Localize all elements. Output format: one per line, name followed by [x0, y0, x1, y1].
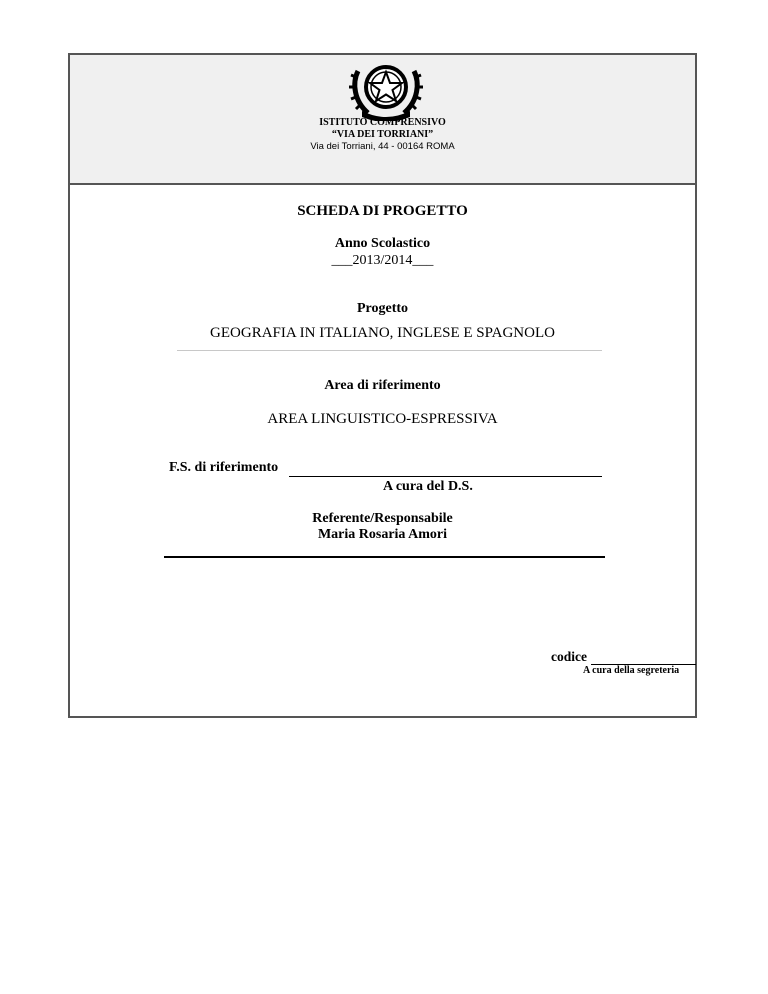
school-year-value: ___2013/2014___	[331, 253, 434, 268]
referent-rule	[164, 556, 605, 558]
school-address: Via dei Torriani, 44 - 00164 ROMA	[310, 141, 455, 152]
project-form	[68, 53, 697, 718]
project-underline	[177, 350, 602, 351]
area-value: AREA LINGUISTICO-ESPRESSIVA	[267, 411, 498, 427]
school-name-line2: “VIA DEI TORRIANI”	[331, 129, 434, 140]
fs-label: F.S. di riferimento	[169, 460, 279, 475]
project-label: Progetto	[356, 301, 409, 316]
school-name-line1: ISTITUTO COMPRENSIVO	[319, 117, 446, 128]
fs-note: A cura del D.S.	[383, 479, 473, 494]
school-header	[70, 55, 695, 185]
code-label: codice	[551, 649, 587, 664]
code-note: A cura della segreteria	[583, 665, 680, 676]
area-label: Area di riferimento	[324, 378, 441, 393]
project-value: GEOGRAFIA IN ITALIANO, INGLESE E SPAGNOLO	[210, 325, 555, 341]
form-title: SCHEDA DI PROGETTO	[297, 203, 468, 219]
school-year-label: Anno Scolastico	[334, 236, 431, 251]
italian-republic-emblem-icon	[346, 57, 426, 121]
referent-label: Referente/Responsabile	[312, 511, 453, 526]
fs-field-line[interactable]	[289, 476, 602, 477]
referent-name: Maria Rosaria Amori	[317, 527, 448, 542]
